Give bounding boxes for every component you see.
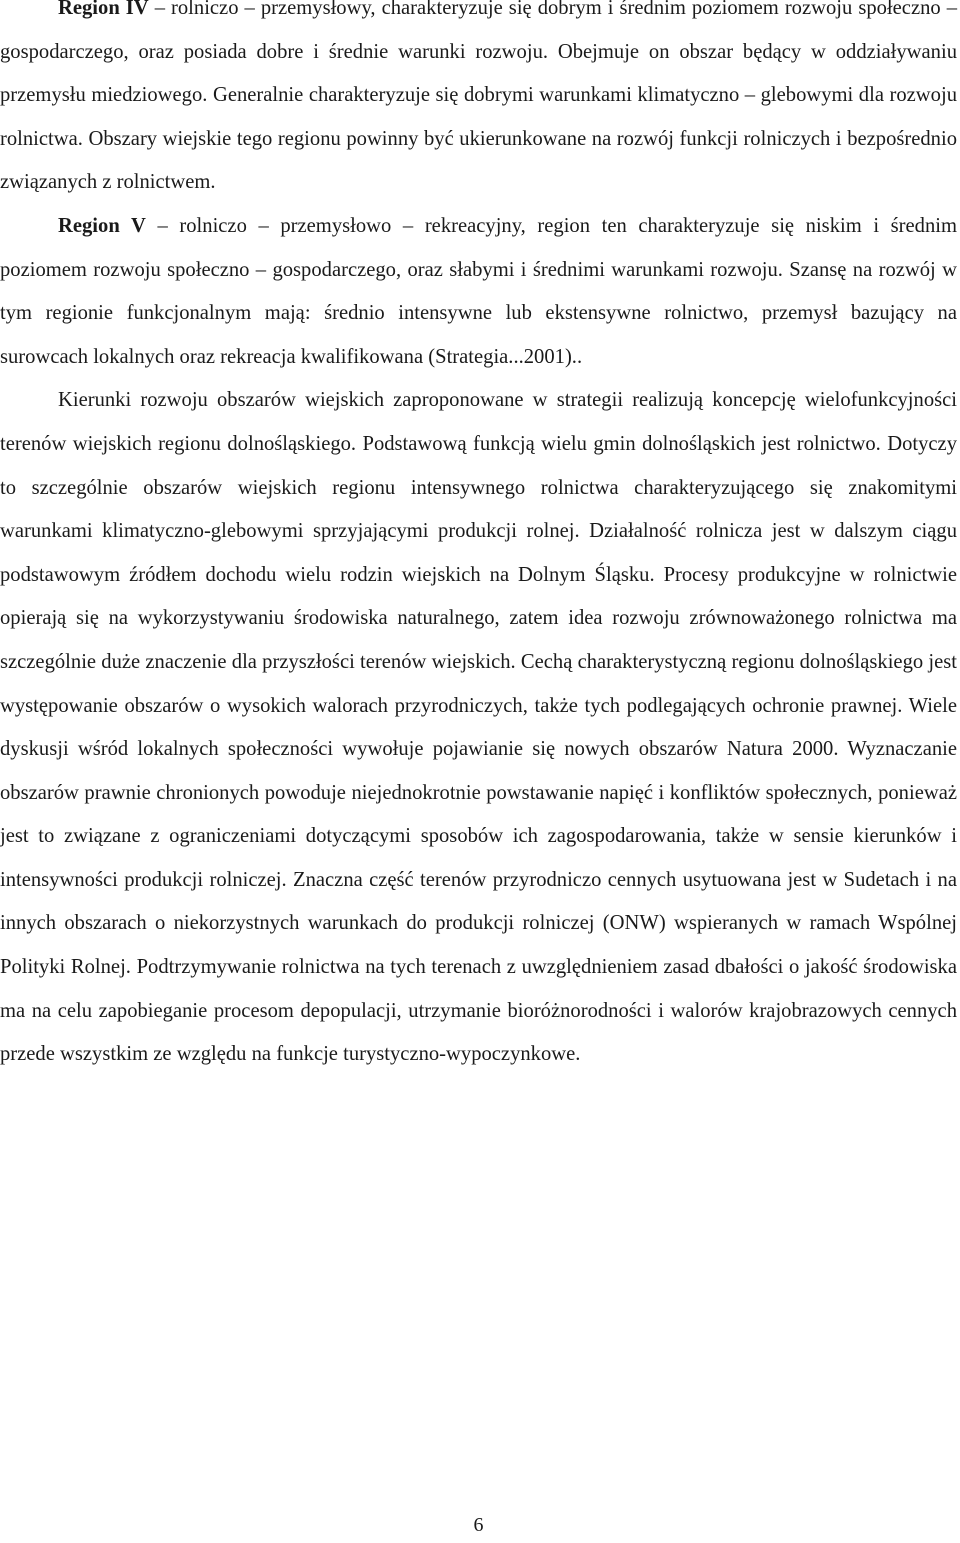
- region-iv-heading: Region IV: [58, 0, 149, 19]
- region-iv-text: – rolniczo – przemysłowy, charakteryzuje się dobrym i średnim poziomem rozwoju społeczno – gospodarczego, oraz posiada dobre i średnie warunki rozwoju. Obejmuje on obszar będący w oddziaływaniu przemysłu miedziowego. Generalnie charakteryzuje się dobrymi warunkami klimatyczno – glebowymi dla rozwoju rolnictwa. Obszary wiejskie tego regionu powinny być ukierunkowane na rozwój funkcji rolniczych i bezpośrednio związanych z rolnictwem.: [0, 0, 957, 194]
- paragraph-region-v: [0, 205, 957, 379]
- development-directions-text: Kierunki rozwoju obszarów wiejskich zaproponowane w strategii realizują koncepcję wielofunkcyjności terenów wiejskich regionu dolnośląskiego. Podstawową funkcją wielu gmin dolnośląskich jest rolnictwo. Dotyczy to szczególnie obszarów wiejskich regionu intensywnego rolnictwa charakteryzującego się znakomitymi warunkami klimatyczno-glebowymi sprzyjającymi produkcji rolnej. Działalność rolnicza jest w dalszym ciągu podstawowym źródłem dochodu wielu rodzin wiejskich na Dolnym Śląsku. Procesy produkcyjne w rolnictwie opierają się na wykorzystywaniu środowiska naturalnego, zatem idea rozwoju zrównoważonego rolnictwa ma szczególnie duże znaczenie dla przyszłości terenów wiejskich. Cechą charakterystyczną regionu dolnośląskiego jest występowanie obszarów o wysokich walorach przyrodniczych, także tych podlegających ochronie prawnej. Wiele dyskusji wśród lokalnych społeczności wywołuje pojawianie się nowych obszarów Natura 2000. Wyznaczanie obszarów prawnie chronionych powoduje niejednokrotnie powstawanie napięć i konfliktów społecznych, ponieważ jest to związane z ograniczeniami dotyczącymi sposobów ich zagospodarowania, także w sensie kierunków i intensywności produkcji rolniczej. Znaczna część terenów przyrodniczo cennych usytuowana jest w Sudetach i na innych obszarach o niekorzystnych warunkach do produkcji rolniczej (ONW) wspieranych w ramach Wspólnej Polityki Rolnej. Podtrzymywanie rolnictwa na tych terenach z uwzględnieniem zasad dbałości o jakość środowiska ma na celu zapobieganie procesom depopulacji, utrzymanie bioróżnorodności i walorów krajobrazowych cennych przede wszystkim ze względu na funkcje turystyczno-wypoczynkowe.: [0, 389, 957, 1066]
- region-v-text: – rolniczo – przemysłowo – rekreacyjny, region ten charakteryzuje się niskim i średnim poziomem rozwoju społeczno – gospodarczego, oraz słabymi i średnimi warunkami rozwoju. Szansę na rozwój w tym regionie funkcjonalnym mają: średnio intensywne lub ekstensywne rolnictwo, przemysł bazujący na surowcach lokalnych oraz rekreacja kwalifikowana (Strategia...2001)..: [0, 214, 957, 368]
- region-v-heading: Region V: [58, 214, 146, 237]
- page-number: 6: [473, 1514, 484, 1536]
- paragraph-region-iv: [0, 0, 957, 205]
- paragraph-development-directions: [0, 379, 957, 1077]
